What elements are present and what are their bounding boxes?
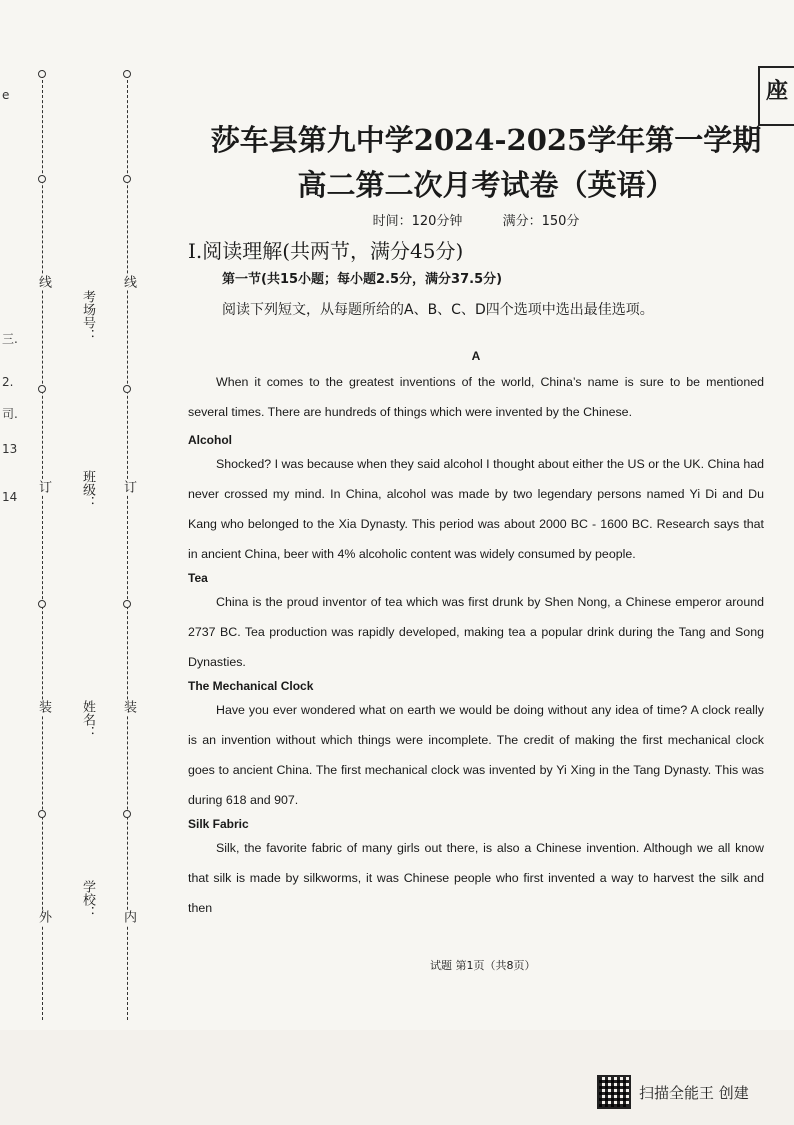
binding-hole [38,810,46,818]
binding-mark: 订 [121,480,136,495]
binding-hole [123,175,131,183]
exam-title-line1: 莎车县第九中学2024-2025学年第一学期 [210,123,762,157]
binding-hole [38,175,46,183]
passage-paragraph: Silk, the favorite fabric of many girls out there, is also a Chinese invention. Although we all know that silk is made by silkworms, it was Chinese people who first invented a way to harvest the silk and then [188,841,764,915]
edge-mark: 2. [2,375,14,389]
passage-paragraph: China is the proud inventor of tea which was first drunk by Shen Nong, a Chinese emperor around 2737 BC. Tea production was rapidly developed, making tea a popular drink during the Tang and Song Dynasties. [188,595,764,669]
binding-hole [38,70,46,78]
binding-margin [0,40,158,1030]
binding-hole [123,810,131,818]
subsection-title: 第一节(共15小题；每小题2.5分，满分37.5分) [222,272,503,287]
binding-hole [38,600,46,608]
passage-heading: Silk Fabric [188,817,249,831]
cut-line-outer [42,70,43,1020]
binding-mark: 内 [121,910,136,925]
score-label: 满分：150分 [502,214,580,229]
passage-label: A [471,349,481,363]
class-field[interactable]: 班级： [80,470,95,509]
name-field[interactable]: 姓名： [80,700,95,739]
instructions: 阅读下列短文，从每题所给的A、B、C、D四个选项中选出最佳选项。 [222,302,654,318]
watermark-text: 扫描全能王 创建 [639,1083,749,1102]
binding-mark: 订 [36,480,51,495]
binding-hole [123,385,131,393]
passage-paragraph: Shocked? I was because when they said alcohol I thought about either the US or the UK. China had never crossed my mind. In China, alcohol was made by two legendary persons named Yi Di and Du Kang who belonged to the Xia Dynasty. This period was about 2000 BC - 1600 BC. Research says that in ancient China, beer with 4% alcoholic content was widely consumed by people. [188,457,764,561]
binding-mark: 线 [121,275,136,290]
binding-mark: 线 [36,275,51,290]
time-label: 时间：120分钟 [372,214,463,229]
seat-number-box: 座 [758,66,794,126]
binding-mark: 装 [36,700,51,715]
binding-hole [123,600,131,608]
edge-mark: 13 [2,442,18,456]
exam-meta [188,210,764,229]
scanner-watermark [597,1075,749,1109]
passage-heading: Tea [188,571,208,585]
cut-line-inner [127,70,128,1020]
edge-mark: 三. [2,332,18,346]
exam-content [188,118,764,923]
school-field[interactable]: 学校： [80,880,95,919]
binding-hole [123,70,131,78]
exam-title-line2: 高二第二次月考试卷（英语） [297,168,675,202]
passage-heading: Alcohol [188,433,232,447]
edge-mark: e [2,88,10,102]
passage-paragraph: Have you ever wondered what on earth we would be doing without any idea of time? A clock really is an invention without which things were incomplete. The credit of making the first mechanical clock goes to ancient China. The first mechanical clock was invented by Yi Xing in the Tang Dynasty. This was during 618 and 907. [188,703,764,807]
page-number: 试题 第1页（共8页） [430,959,536,972]
passage-intro: When it comes to the greatest inventions of the world, China’s name is sure to be mentioned several times. There are hundreds of things which were invented by the Chinese. [188,375,764,419]
edge-mark: 14 [2,490,18,504]
passage-heading: The Mechanical Clock [188,679,314,693]
binding-hole [38,385,46,393]
qr-code-icon [597,1075,631,1109]
binding-mark: 装 [121,700,136,715]
edge-mark: 司. [2,407,18,421]
section-title: I.阅读理解(共两节，满分45分) [188,239,464,263]
binding-mark: 外 [36,910,51,925]
exam-room-field[interactable]: 考场号： [80,290,95,342]
